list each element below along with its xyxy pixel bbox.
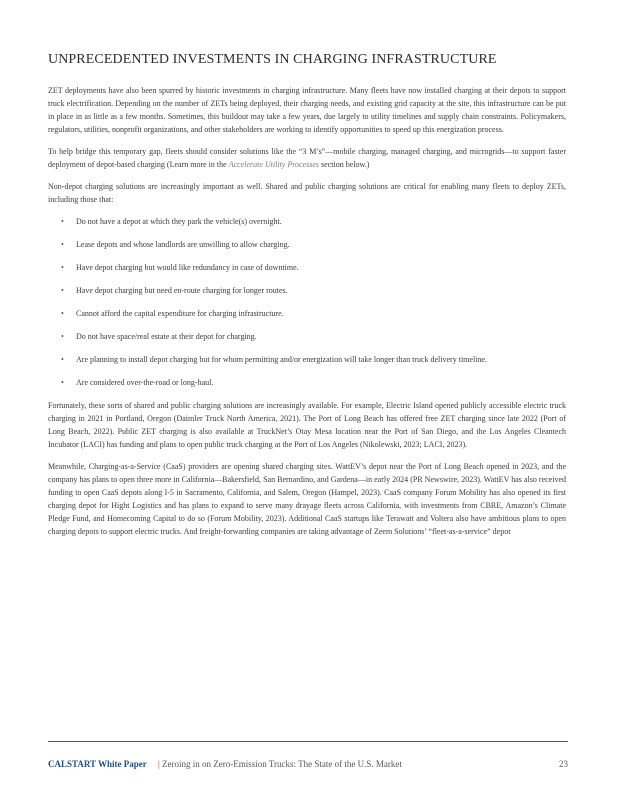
list-item: • Lease depots and whose landlords are unwilling to allow charging. <box>76 238 566 251</box>
accelerate-utility-processes-link[interactable]: Accelerate Utility Processes <box>228 160 320 169</box>
bullet-list <box>48 215 566 389</box>
page-footer <box>48 759 568 773</box>
list-item: • Have depot charging but would like redundancy in case of downtime. <box>76 261 566 274</box>
list-item: • Have depot charging but need en-route charging for longer routes. <box>76 284 566 297</box>
section-heading: UNPRECEDENTED INVESTMENTS IN CHARGING INFRASTRUCTURE <box>48 52 497 67</box>
list-item: • Do not have space/real estate at their depot for charging. <box>76 330 566 343</box>
list-item: • Cannot afford the capital expenditure for charging infrastructure. <box>76 307 566 320</box>
footer-brand: CALSTART White Paper <box>48 759 147 769</box>
paragraph-bridge-gap-tail: section below.) <box>319 160 370 169</box>
paragraph-bridge-gap-text: To help bridge this temporary gap, fleets should consider solutions like the “3 M’s”—mobile charging, managed charging, and microgrids—to support faster deployment of depot-based charging (Learn more in the <box>48 147 566 169</box>
footer-title: | Zeroing in on Zero-Emission Trucks: The State of the U.S. Market <box>158 759 402 769</box>
body-text <box>48 84 566 547</box>
paragraph-zet-deployments: ZET deployments have also been spurred by historic investments in charging infrastructure. Many fleets have now installed charging at their depots to support truck electrification. Depending on the number of ZETs being deployed, their charging needs, and existing grid capacity at the site, this infrastructure can be put in place in as little as a few months. Sometimes, this buildout may take a few years, due largely to utility timelines and supply chain constraints. Policymakers, regulators, utilities, nonprofit organizations, and other stakeholders are working to identify opportunities to speed up this energization process. <box>48 86 566 134</box>
list-item: • Are considered over-the-road or long-haul. <box>76 376 566 389</box>
paragraph-bridge-gap <box>48 145 566 171</box>
list-item: • Do not have a depot at which they park the vehicle(s) overnight. <box>76 215 566 228</box>
list-item: • Are planning to install depot charging but for whom permitting and/or energization will take longer than truck delivery timeline. <box>76 353 566 366</box>
paragraph-non-depot: Non-depot charging solutions are increasingly important as well. Shared and public charging solutions are critical for enabling many fleets to deploy ZETs, including those that: <box>48 182 566 204</box>
page-number: 23 <box>559 759 568 769</box>
footer-divider <box>48 741 568 742</box>
paragraph-meanwhile: Meanwhile, Charging-as-a-Service (CaaS) providers are opening shared charging sites. WattEV’s depot near the Port of Long Beach opened in 2023, and the company has plans to open three more in California—Bakersfield, San Bernardino, and Gardena—in early 2024 (PR Newswire, 2023). WattEV has also received funding to open CaaS depots along I-5 in Sacramento, California, and Salem, Oregon (Hampel, 2023). CaaS company Forum Mobility has also opened its first charging depot for Hight Logistics and has plans to expand to serve many drayage fleets across California, with investments from CBRE, Amazon’s Climate Pledge Fund, and Homecoming Capital to do so (Forum Mobility, 2023). Additional CaaS startups like Terawatt and Voltera also have ambitious plans to open charging depots to support electric trucks. And freight-forwarding companies are taking advantage of Zeem Solutions’ “fleet-as-a-service” depot <box>48 462 566 536</box>
paragraph-fortunately: Fortunately, these sorts of shared and public charging solutions are increasingly available. For example, Electric Island opened publicly accessible electric truck charging in 2021 in Portland, Oregon (Daimler Truck North America, 2021). The Port of Long Beach has offered free ZET charging since late 2022 (Port of Long Beach, 2022). Public ZET charging is also available at TruckNet’s Otay Mesa location near the Port of San Diego, and the Los Angeles Cleantech Incubator (LACI) has funding and plans to open public truck charging at the Port of Los Angeles (Nikolewski, 2023; LACI, 2023). <box>48 401 566 449</box>
